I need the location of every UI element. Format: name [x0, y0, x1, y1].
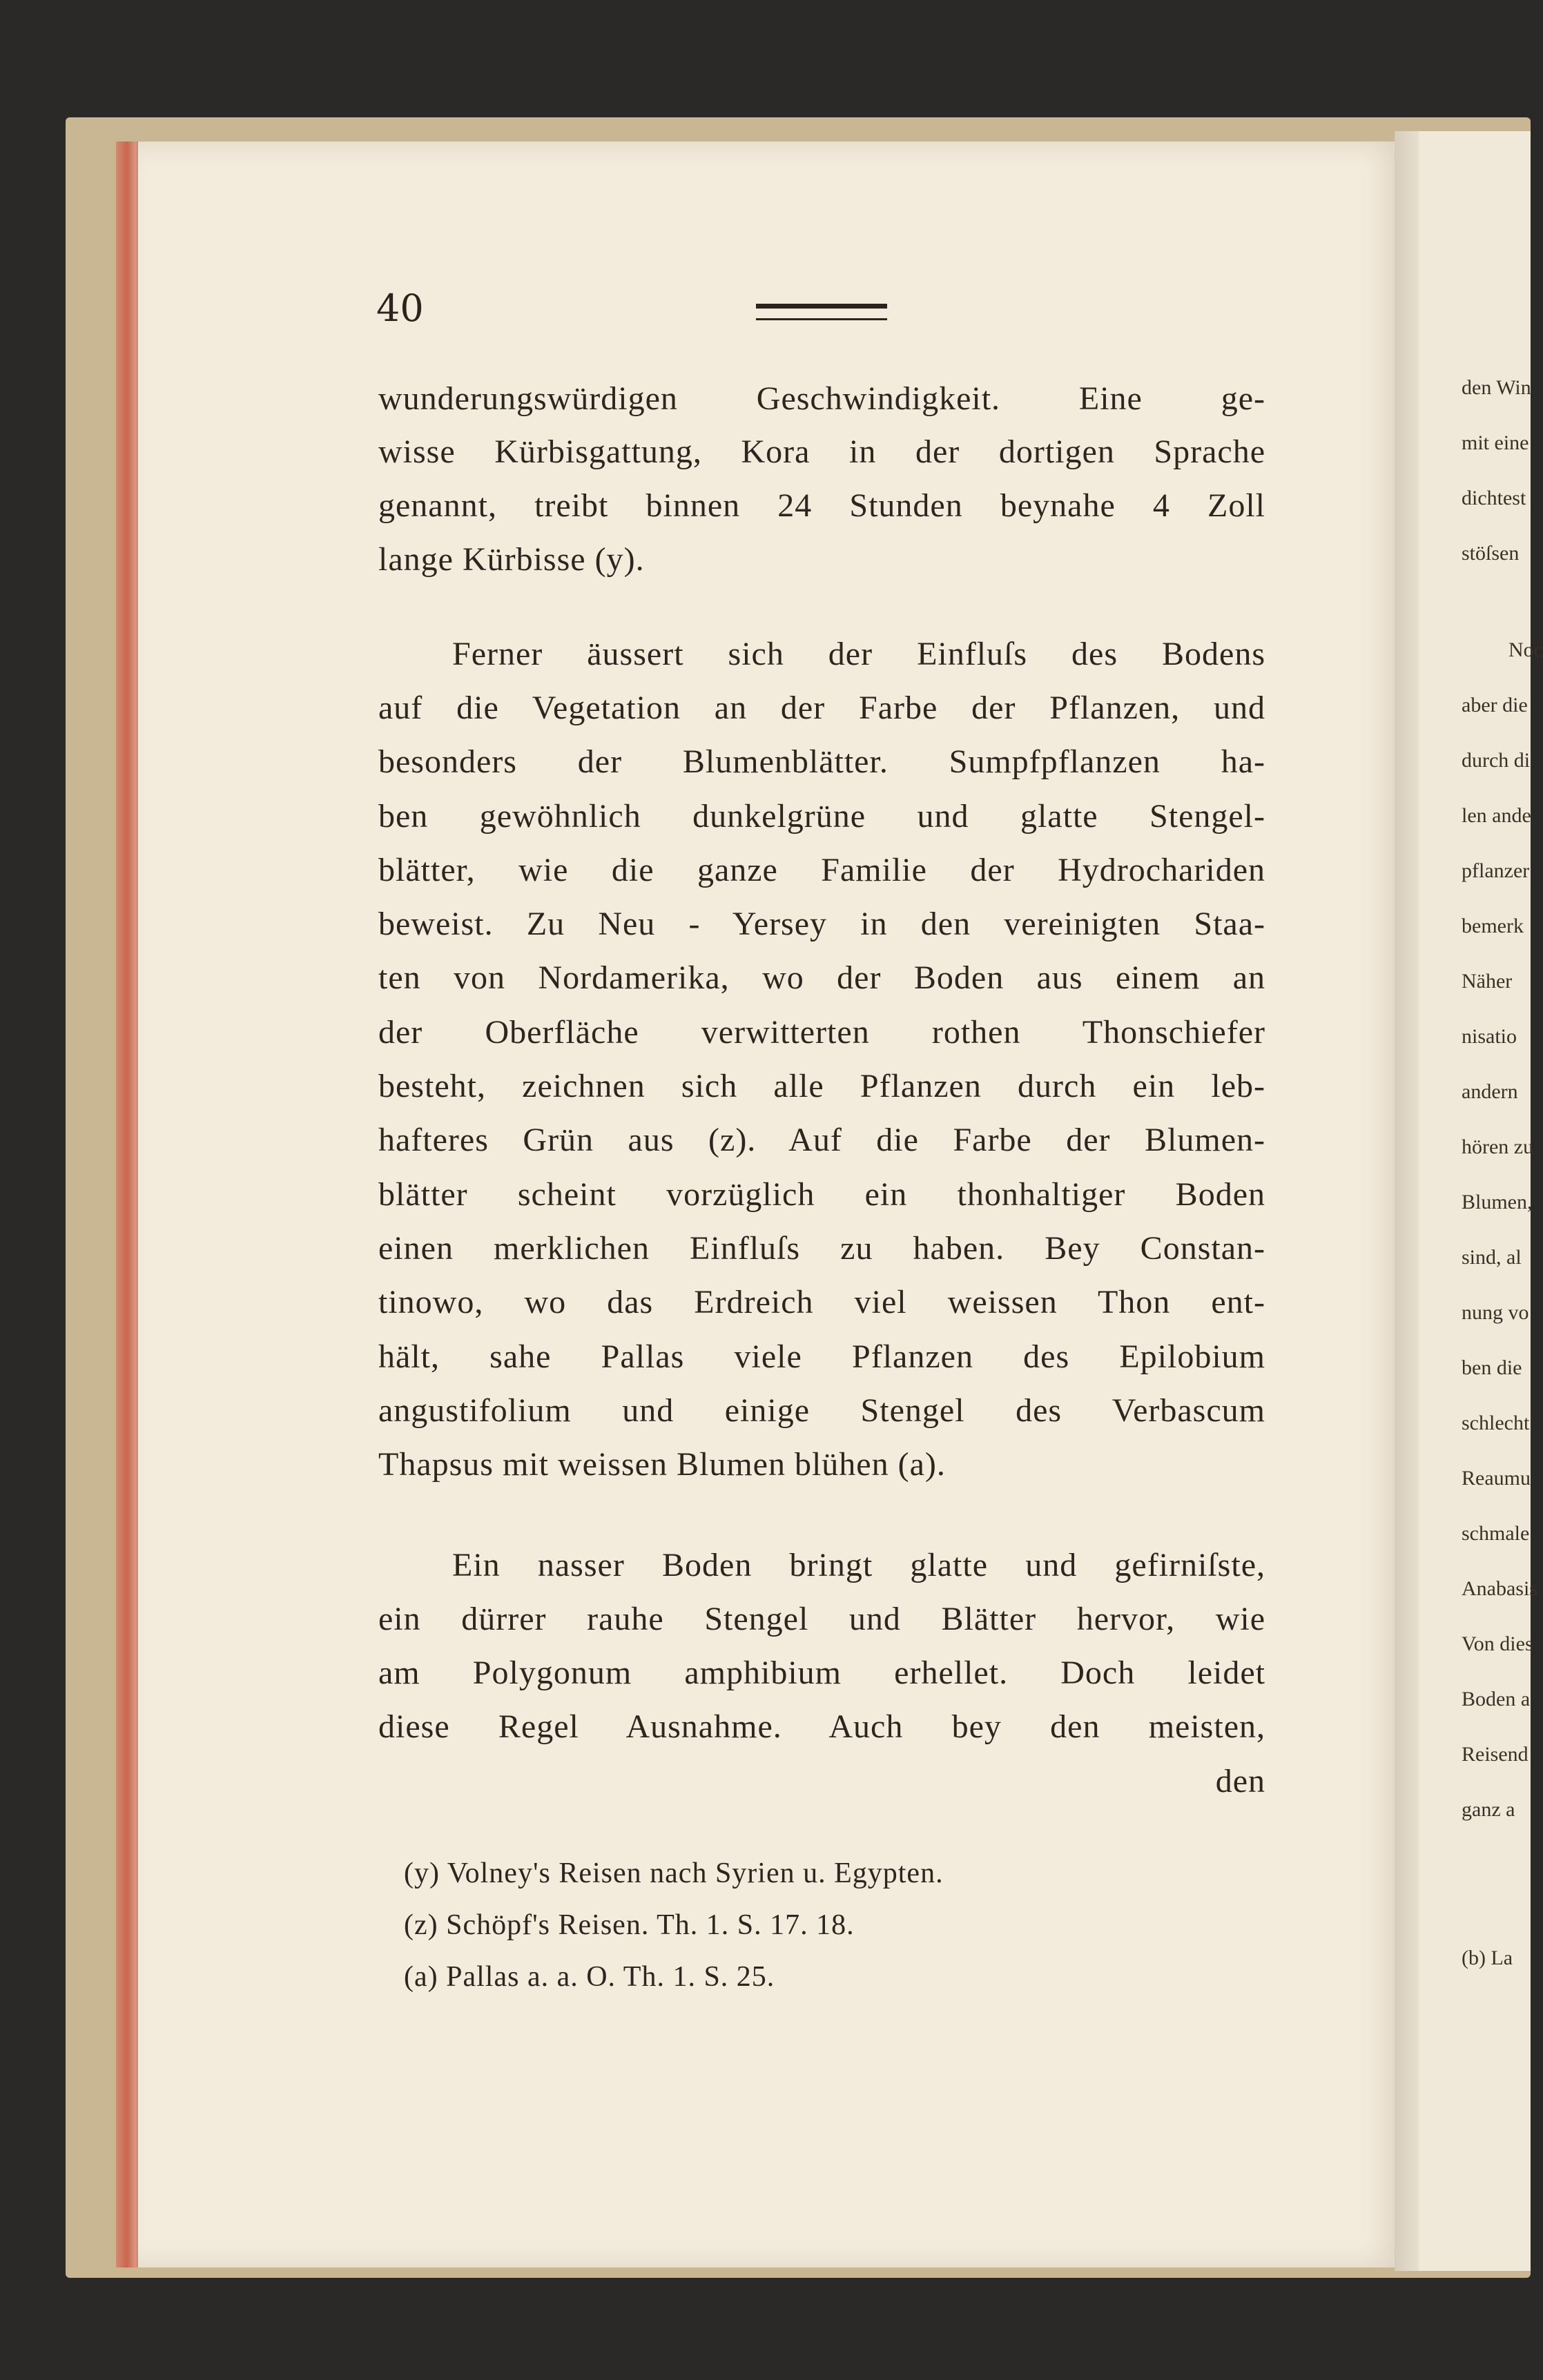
- text-line: auf die Vegetation an der Farbe der Pflanzen, und: [378, 690, 1265, 726]
- facing-line: Blumen,: [1462, 1191, 1533, 1213]
- text-line: der Oberfläche verwitterten rothen Thonschiefer: [378, 1014, 1265, 1051]
- text-line: hafteres Grün aus (z). Auf die Farbe der Blumen-: [378, 1122, 1265, 1158]
- text-line: wisse Kürbisgattung, Kora in der dortigen Sprache: [378, 433, 1265, 470]
- facing-line: Von dies: [1462, 1632, 1533, 1655]
- text-line: Ein nasser Boden bringt glatte und gefirniſste,: [452, 1547, 1265, 1583]
- text-line: besteht, zeichnen sich alle Pflanzen durch ein leb-: [378, 1068, 1265, 1104]
- facing-line: hören zu: [1462, 1135, 1534, 1158]
- facing-line: sind, al: [1462, 1246, 1522, 1269]
- text-line: wunderungswürdigen Geschwindigkeit. Eine ge-: [378, 380, 1265, 417]
- facing-line: len ande: [1462, 804, 1531, 827]
- facing-line: schlecht: [1462, 1412, 1530, 1434]
- header-rule: [756, 304, 887, 320]
- facing-line: stöſsen: [1462, 542, 1520, 565]
- text-line: einen merklichen Einfluſs zu haben. Bey Constan-: [378, 1230, 1265, 1267]
- text-line: ein dürrer rauhe Stengel und Blätter hervor, wie: [378, 1601, 1265, 1637]
- text-line: blätter scheint vorzüglich ein thonhaltiger Boden: [378, 1176, 1265, 1213]
- facing-line: Noc: [1508, 638, 1543, 661]
- footnote: (y) Volney's Reisen nach Syrien u. Egypten.: [404, 1857, 944, 1889]
- facing-line: dichtest: [1462, 487, 1526, 509]
- facing-line: Anabasis: [1462, 1577, 1537, 1600]
- text-line: diese Regel Ausnahme. Auch bey den meisten,: [378, 1708, 1265, 1745]
- facing-line: Boden a: [1462, 1688, 1531, 1710]
- facing-line: Reaumu: [1462, 1467, 1531, 1490]
- facing-page: [1419, 131, 1543, 2271]
- text-line: angustifolium und einige Stengel des Verbascum: [378, 1392, 1265, 1429]
- facing-line: durch di: [1462, 749, 1531, 772]
- text-line: am Polygonum amphibium erhellet. Doch leidet: [378, 1655, 1265, 1691]
- text-line: tinowo, wo das Erdreich viel weissen Thon ent-: [378, 1284, 1265, 1320]
- page-number: 40: [376, 286, 424, 330]
- facing-line: nisatio: [1462, 1025, 1517, 1048]
- text-line: hält, sahe Pallas viele Pflanzen des Epilobium: [378, 1338, 1265, 1375]
- text-line: besonders der Blumenblätter. Sumpfpflanzen ha-: [378, 743, 1265, 780]
- text-line: beweist. Zu Neu - Yersey in den vereinigten Staa-: [378, 906, 1265, 942]
- text-line: blätter, wie die ganze Familie der Hydrochariden: [378, 852, 1265, 888]
- text-line: ten von Nordamerika, wo der Boden aus einem an: [378, 959, 1265, 996]
- footnote: (a) Pallas a. a. O. Th. 1. S. 25.: [404, 1961, 775, 1993]
- facing-line: aber die: [1462, 694, 1528, 716]
- facing-line: (b) La: [1462, 1947, 1513, 1969]
- facing-line: nung vo: [1462, 1301, 1529, 1324]
- facing-line: pflanzer: [1462, 859, 1530, 882]
- text-line: Ferner äussert sich der Einfluſs des Bodens: [452, 636, 1265, 672]
- facing-line: andern: [1462, 1080, 1518, 1103]
- facing-line: Reisend: [1462, 1743, 1529, 1766]
- facing-line: den Win: [1462, 376, 1531, 399]
- facing-line: schmale: [1462, 1522, 1530, 1545]
- text-line: Thapsus mit weissen Blumen blühen (a).: [378, 1446, 946, 1483]
- facing-line: Näher: [1462, 970, 1513, 993]
- facing-line: ganz a: [1462, 1798, 1515, 1821]
- text-line: genannt, treibt binnen 24 Stunden beynahe 4 Zoll: [378, 487, 1265, 524]
- text-line: lange Kürbisse (y).: [378, 541, 645, 578]
- facing-line: mit eine: [1462, 431, 1529, 454]
- facing-line: ben die: [1462, 1356, 1522, 1379]
- catchword: den: [1215, 1763, 1265, 1799]
- text-line: ben gewöhnlich dunkelgrüne und glatte Stengel-: [378, 798, 1265, 835]
- footnote: (z) Schöpf's Reisen. Th. 1. S. 17. 18.: [404, 1909, 855, 1941]
- facing-line: bemerk: [1462, 915, 1524, 937]
